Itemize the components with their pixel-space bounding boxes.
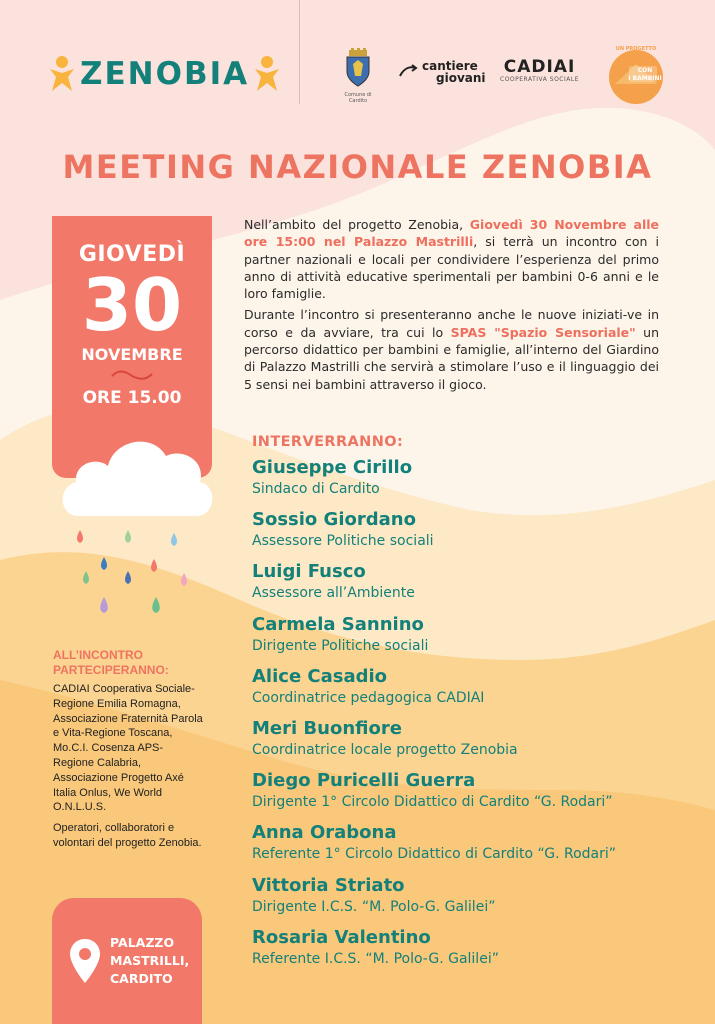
intro-paragraph-1 bbox=[244, 216, 659, 302]
map-pin-icon bbox=[68, 937, 102, 985]
intro-p2-highlight: SPAS "Spazio Sensoriale" bbox=[450, 324, 636, 340]
location-line-1: PALAZZO bbox=[110, 935, 175, 950]
giovani-word: giovani bbox=[436, 71, 486, 85]
cadiai-logo bbox=[500, 58, 579, 83]
speaker-name: Rosaria Valentino bbox=[252, 926, 431, 948]
cantiere-word: cantiere bbox=[422, 59, 478, 73]
speaker-item bbox=[252, 665, 692, 717]
date-month: NOVEMBRE bbox=[81, 345, 183, 364]
speaker-role: Dirigente Politiche sociali bbox=[252, 637, 429, 654]
speaker-name: Meri Buonfiore bbox=[252, 717, 402, 739]
speaker-name: Carmela Sannino bbox=[252, 613, 424, 635]
speaker-name: Sossio Giordano bbox=[252, 509, 416, 531]
participants-organizations: CADIAI Cooperativa Sociale-Regione Emilia Romagna, Associazione Fraternità Parola e Vita-Regione Toscana, Mo.C.I. Cosenza APS-Regione Calabria, Associazione Progetto Axé Italia Onlus, We World O.N.L.U.S. bbox=[53, 683, 203, 814]
intro-p2-b: un percorso didattico per bambini e famiglie, all’interno del Giardino di Palazzo Mastrilli che servirà a stimolare l’uso e il linguaggio dei 5 sensi nei bambini attraverso il gioco. bbox=[244, 324, 659, 392]
speaker-name: Alice Casadio bbox=[252, 665, 388, 687]
crest-caption: Comune di Cardito bbox=[344, 92, 372, 104]
speaker-item bbox=[252, 560, 692, 612]
figure-left-icon bbox=[48, 55, 76, 93]
intro-p1-b: , si terrà un incontro con i partner nazionali e locali per condividere l’esperienza del primo anno di attività educative sperimentali per bambini 0-6 anni e le loro famiglie. bbox=[244, 234, 659, 302]
speaker-role: Sindaco di Cardito bbox=[252, 481, 380, 497]
badge-bambini-text: I BAMBINI bbox=[628, 75, 662, 82]
swoosh-icon bbox=[398, 62, 418, 82]
badge-top-text: UN PROGETTO bbox=[615, 46, 657, 52]
speaker-role: Coordinatrice locale progetto Zenobia bbox=[252, 741, 518, 758]
figure-right-icon bbox=[253, 55, 281, 93]
location-box bbox=[52, 898, 202, 1024]
speakers-heading: INTERVERRANNO: bbox=[252, 434, 404, 450]
wave-divider-icon bbox=[110, 370, 154, 380]
intro-p1-highlight: Giovedì 30 Novembre alle ore 15:00 nel Palazzo Mastrilli bbox=[244, 217, 659, 250]
date-day: 30 bbox=[81, 263, 183, 347]
zenobia-logo bbox=[48, 52, 281, 96]
date-time: ORE 15.00 bbox=[82, 388, 182, 408]
raindrops-icon bbox=[70, 525, 200, 625]
intro-p1-a: Nell’ambito del progetto Zenobia, bbox=[244, 217, 470, 232]
speaker-item bbox=[252, 456, 692, 508]
intro-paragraph-2 bbox=[244, 306, 659, 392]
speaker-role: Referente I.C.S. “M. Polo-G. Galilei” bbox=[252, 950, 499, 967]
speaker-role: Coordinatrice pedagogica CADIAI bbox=[252, 689, 485, 706]
cloud-icon bbox=[56, 426, 216, 518]
crest-icon bbox=[343, 48, 373, 88]
speaker-item bbox=[252, 821, 692, 873]
header-divider bbox=[299, 0, 300, 104]
con-i-bambini-icon bbox=[605, 44, 667, 106]
cadiai-name: CADIAI bbox=[503, 57, 576, 77]
speaker-item bbox=[252, 508, 692, 560]
participants-heading: ALL’INCONTRO PARTECIPERANNO: bbox=[53, 648, 169, 677]
intro-p2-a: Durante l’incontro si presenteranno anche le nuove iniziati-ve in corso e da avviare, tra cui lo bbox=[244, 307, 659, 340]
date-weekday: GIOVEDÌ bbox=[78, 242, 186, 267]
speaker-role: Dirigente I.C.S. “M. Polo-G. Galilei” bbox=[252, 898, 496, 915]
speaker-role: Assessore all’Ambiente bbox=[252, 585, 415, 602]
speaker-name: Luigi Fusco bbox=[252, 561, 366, 583]
brand-wordmark: ZENOBIA bbox=[80, 56, 250, 92]
speaker-role: Dirigente 1° Circolo Didattico di Cardito “G. Rodari” bbox=[252, 794, 613, 811]
participants-staff: Operatori, collaboratori e volontari del progetto Zenobia. bbox=[53, 822, 202, 849]
speaker-item bbox=[252, 769, 692, 821]
badge-con-text: CON bbox=[637, 67, 653, 74]
speaker-item bbox=[252, 926, 692, 978]
municipality-crest bbox=[336, 48, 380, 104]
location-line-3: CARDITO bbox=[110, 971, 173, 986]
page-title: MEETING NAZIONALE ZENOBIA bbox=[62, 148, 653, 186]
speaker-role: Referente 1° Circolo Didattico di Cardito “G. Rodari” bbox=[252, 846, 616, 863]
speaker-name: Giuseppe Cirillo bbox=[252, 457, 413, 478]
speaker-role: Assessore Politiche sociali bbox=[252, 533, 434, 550]
speaker-name: Vittoria Striato bbox=[252, 874, 405, 896]
location-line-2: MASTRILLI, bbox=[110, 953, 190, 968]
cadiai-sub: COOPERATIVA SOCIALE bbox=[500, 76, 580, 83]
participants-section bbox=[53, 648, 203, 851]
speakers-section bbox=[252, 434, 692, 978]
cantiere-giovani-logo bbox=[398, 60, 486, 84]
speaker-item bbox=[252, 874, 692, 926]
con-i-bambini-badge bbox=[605, 44, 667, 106]
speaker-name: Anna Orabona bbox=[252, 822, 397, 844]
speaker-name: Diego Puricelli Guerra bbox=[252, 770, 476, 792]
speaker-item bbox=[252, 717, 692, 769]
intro-text bbox=[244, 216, 659, 393]
speakers-list bbox=[252, 456, 692, 978]
speaker-item bbox=[252, 613, 692, 665]
